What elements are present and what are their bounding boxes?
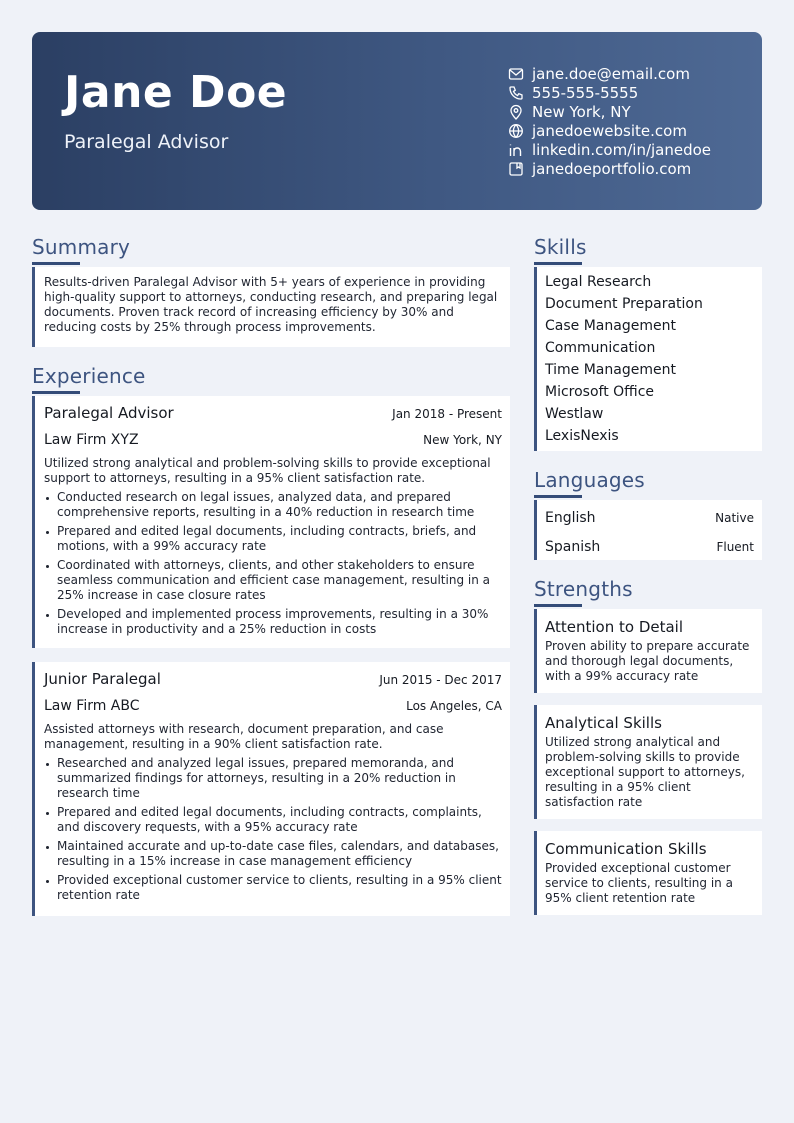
contact-website-text[interactable]: janedoewebsite.com [532, 121, 687, 140]
heading-underline [32, 262, 80, 265]
candidate-name: Jane Doe [64, 67, 288, 118]
skills-heading-text: Skills [534, 235, 587, 259]
summary-heading-text: Summary [32, 235, 131, 259]
heading-underline [32, 391, 80, 394]
experience-item [32, 396, 510, 648]
contact-portfolio[interactable] [508, 159, 711, 178]
contact-phone-text[interactable]: 555-555-5555 [532, 83, 639, 102]
experience-item [32, 662, 510, 916]
location-pin-icon [508, 104, 524, 120]
heading-underline [534, 604, 582, 607]
contact-linkedin-text[interactable]: linkedin.com/in/janedoe [532, 140, 712, 159]
strength-title: Communication Skills [545, 840, 707, 858]
experience-heading [32, 363, 146, 389]
linkedin-icon [508, 142, 524, 158]
skill-item: Westlaw [545, 406, 604, 422]
language-row [545, 503, 754, 532]
language-level: Native [715, 510, 754, 525]
languages-card [534, 500, 762, 560]
experience-location: Los Angeles, CA [406, 699, 502, 713]
experience-company: Law Firm XYZ [44, 432, 139, 448]
skill-item: Case Management [545, 318, 676, 334]
summary-text: Results-driven Paralegal Advisor with 5+ years of experience in providing high-quality support to attorneys, conducting research, and preparing legal documents. Proven track record of increasing efficiency by 30% and reducing costs by 25% through process improvements. [44, 275, 498, 334]
strength-description: Proven ability to prepare accurate and thorough legal documents, with a 99% accuracy rate [545, 639, 750, 683]
strength-card [534, 609, 762, 693]
strength-card [534, 705, 762, 819]
contact-email-text[interactable]: jane.doe@email.com [532, 64, 690, 83]
list-item: Developed and implemented process improvements, resulting in a 30% increase in productivity and a 25% reduction in costs [44, 607, 502, 637]
languages-heading-text: Languages [534, 468, 645, 492]
skill-item: Document Preparation [545, 296, 703, 312]
skills-card [534, 267, 762, 451]
skill-item: Microsoft Office [545, 384, 655, 400]
experience-bullets [44, 490, 502, 637]
list-item: Researched and analyzed legal issues, prepared memoranda, and summarized findings for attorneys, resulting in a 20% reduction in research time [44, 756, 502, 801]
language-row [545, 532, 754, 561]
skill-item: Communication [545, 340, 656, 356]
strength-card [534, 831, 762, 915]
resume-header [32, 32, 762, 210]
contact-portfolio-text[interactable]: janedoeportfolio.com [532, 159, 692, 178]
list-item: Coordinated with attorneys, clients, and other stakeholders to ensure seamless communication and efficient case management, resulting in a 25% increase in case closure rates [44, 558, 502, 603]
skill-item: Legal Research [545, 274, 652, 290]
contact-list [508, 64, 711, 178]
strength-description: Utilized strong analytical and problem-solving skills to provide exceptional support to attorneys, resulting in a 95% client satisfaction rate [545, 735, 745, 809]
heading-underline [534, 495, 582, 498]
experience-dates: Jan 2018 - Present [392, 407, 502, 421]
strength-title: Analytical Skills [545, 714, 662, 732]
experience-role: Junior Paralegal [44, 670, 161, 688]
experience-description: Assisted attorneys with research, document preparation, and case management, resulting in a 90% client satisfaction rate. [44, 722, 444, 751]
heading-underline [534, 262, 582, 265]
contact-linkedin[interactable] [508, 140, 711, 159]
skill-item: Time Management [545, 362, 676, 378]
strengths-heading [534, 576, 633, 602]
experience-role: Paralegal Advisor [44, 404, 174, 422]
summary-heading [32, 234, 130, 260]
language-level: Fluent [716, 539, 754, 554]
globe-icon [508, 123, 524, 139]
contact-website[interactable] [508, 121, 711, 140]
portfolio-icon [508, 161, 524, 177]
contact-email[interactable] [508, 64, 711, 83]
language-name: English [545, 509, 596, 526]
candidate-title: Paralegal Advisor [64, 131, 229, 153]
list-item: Conducted research on legal issues, analyzed data, and prepared comprehensive reports, resulting in a 40% reduction in research time [44, 490, 502, 520]
summary-card [32, 267, 510, 347]
strength-title: Attention to Detail [545, 618, 684, 636]
phone-icon [508, 85, 524, 101]
list-item: Prepared and edited legal documents, including contracts, briefs, and motions, with a 99% accuracy rate [44, 524, 502, 554]
list-item: Prepared and edited legal documents, including contracts, complaints, and discovery requests, with a 95% accuracy rate [44, 805, 502, 835]
experience-heading-text: Experience [32, 364, 146, 388]
experience-description: Utilized strong analytical and problem-solving skills to provide exceptional support to attorneys, resulting in a 95% client satisfaction rate. [44, 456, 491, 485]
list-item: Provided exceptional customer service to clients, resulting in a 95% client retention rate [44, 873, 502, 903]
language-name: Spanish [545, 538, 601, 555]
contact-phone[interactable] [508, 83, 711, 102]
contact-location-text: New York, NY [532, 102, 631, 121]
experience-company: Law Firm ABC [44, 698, 140, 714]
skills-heading [534, 234, 587, 260]
experience-location: New York, NY [423, 433, 502, 447]
languages-heading [534, 467, 645, 493]
list-item: Maintained accurate and up-to-date case files, calendars, and databases, resulting in a 15% increase in case management efficiency [44, 839, 502, 869]
experience-dates: Jun 2015 - Dec 2017 [379, 673, 502, 687]
skill-item: LexisNexis [545, 428, 619, 444]
experience-bullets [44, 756, 502, 903]
mail-icon [508, 66, 524, 82]
strength-description: Provided exceptional customer service to clients, resulting in a 95% client retention rate [545, 861, 733, 905]
strengths-heading-text: Strengths [534, 577, 633, 601]
contact-location [508, 102, 711, 121]
